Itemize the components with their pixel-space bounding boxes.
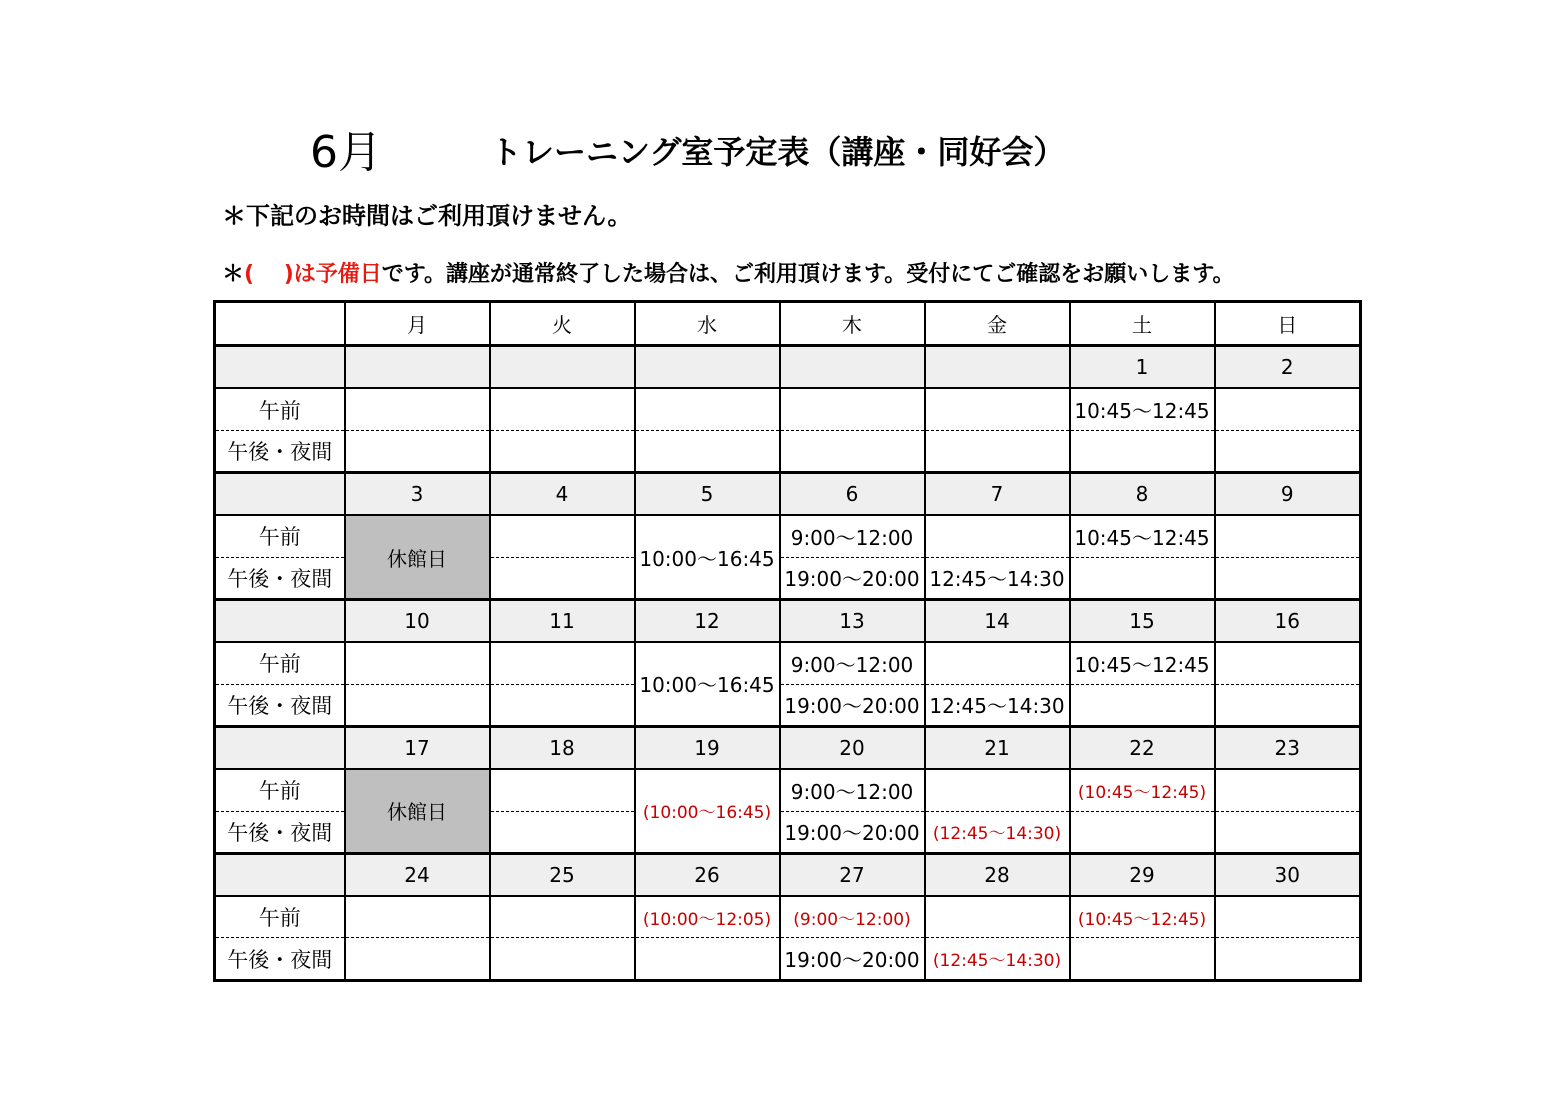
date-cell: 9 <box>1215 473 1361 515</box>
schedule-cell-pm <box>345 684 490 726</box>
schedule-cell-pm <box>1215 430 1361 472</box>
am-row <box>215 388 1361 430</box>
date-row <box>215 473 1361 515</box>
schedule-cell-pm <box>1070 938 1215 981</box>
schedule-cell-pm <box>490 430 635 472</box>
date-row-label <box>215 726 345 768</box>
schedule-cell-am: 10:45～12:45 <box>1070 642 1215 684</box>
pm-label: 午後・夜間 <box>215 684 345 726</box>
schedule-cell-pm <box>1215 938 1361 981</box>
date-cell: 17 <box>345 726 490 768</box>
weekday-header: 水 <box>635 302 780 346</box>
pm-row <box>215 430 1361 472</box>
page-title: トレーニング室予定表（講座・同好会） <box>490 133 1066 171</box>
date-cell: 11 <box>490 600 635 642</box>
notice-reserve-days <box>222 258 1235 292</box>
schedule-cell-am: (10:00～12:05) <box>635 896 780 938</box>
schedule-cell-pm <box>1070 430 1215 472</box>
date-cell: 1 <box>1070 346 1215 388</box>
am-row <box>215 515 1361 557</box>
schedule-cell-am <box>925 769 1070 811</box>
date-row <box>215 726 1361 768</box>
date-cell: 24 <box>345 853 490 895</box>
weekday-header-row <box>215 302 1361 346</box>
schedule-cell-am: 9:00～12:00 <box>780 515 925 557</box>
date-cell <box>780 346 925 388</box>
date-cell: 14 <box>925 600 1070 642</box>
schedule-cell-pm: 12:45～14:30 <box>925 684 1070 726</box>
am-label: 午前 <box>215 642 345 684</box>
schedule-cell-am <box>345 642 490 684</box>
schedule-cell-pm <box>780 430 925 472</box>
schedule-cell-am: (9:00～12:00) <box>780 896 925 938</box>
schedule-cell-pm: 19:00～20:00 <box>780 684 925 726</box>
date-cell: 12 <box>635 600 780 642</box>
pm-row <box>215 938 1361 981</box>
date-cell: 18 <box>490 726 635 768</box>
date-cell: 21 <box>925 726 1070 768</box>
pm-label: 午後・夜間 <box>215 938 345 981</box>
am-label: 午前 <box>215 388 345 430</box>
date-cell: 5 <box>635 473 780 515</box>
date-cell: 27 <box>780 853 925 895</box>
pm-label: 午後・夜間 <box>215 811 345 853</box>
schedule-cell-pm <box>1070 811 1215 853</box>
notice-unavailable: ＊下記のお時間はご利用頂けません。 <box>222 202 632 230</box>
date-cell: 13 <box>780 600 925 642</box>
schedule-cell-pm <box>1215 684 1361 726</box>
schedule-cell-am <box>1215 388 1361 430</box>
schedule-cell-am: 10:45～12:45 <box>1070 515 1215 557</box>
schedule-cell-am <box>490 769 635 811</box>
weekday-header: 月 <box>345 302 490 346</box>
date-cell: 3 <box>345 473 490 515</box>
schedule-cell-pm <box>490 684 635 726</box>
schedule-cell-pm <box>1215 811 1361 853</box>
schedule-cell-am <box>635 388 780 430</box>
reserve-day-marker: ( )は予備日 <box>244 262 382 287</box>
date-cell: 10 <box>345 600 490 642</box>
closed-day-cell: 休館日 <box>345 515 490 600</box>
notice-prefix: ＊ <box>222 262 245 287</box>
date-cell <box>925 346 1070 388</box>
date-row-label <box>215 600 345 642</box>
schedule-cell-pm: 12:45～14:30 <box>925 557 1070 599</box>
am-row <box>215 642 1361 684</box>
schedule-cell-pm <box>345 430 490 472</box>
schedule-cell-pm <box>345 938 490 981</box>
date-cell: 23 <box>1215 726 1361 768</box>
schedule-cell-am <box>1215 769 1361 811</box>
date-row-label <box>215 473 345 515</box>
schedule-cell-am: 9:00～12:00 <box>780 769 925 811</box>
am-label: 午前 <box>215 896 345 938</box>
weekday-header: 日 <box>1215 302 1361 346</box>
date-cell: 2 <box>1215 346 1361 388</box>
schedule-cell-pm: (12:45～14:30) <box>925 938 1070 981</box>
schedule-cell-pm <box>1070 684 1215 726</box>
date-cell: 28 <box>925 853 1070 895</box>
schedule-cell-am <box>925 896 1070 938</box>
date-cell <box>490 346 635 388</box>
date-cell: 19 <box>635 726 780 768</box>
date-row <box>215 600 1361 642</box>
am-label: 午前 <box>215 515 345 557</box>
schedule-cell-am <box>925 642 1070 684</box>
schedule-table <box>213 300 1362 982</box>
am-row <box>215 896 1361 938</box>
schedule-cell-am <box>490 515 635 557</box>
notice-text: です。講座が通常終了した場合は、ご利用頂けます。受付にてご確認をお願いします。 <box>381 262 1235 287</box>
date-cell: 4 <box>490 473 635 515</box>
schedule-cell-am <box>490 642 635 684</box>
date-row-label <box>215 853 345 895</box>
weekday-header: 金 <box>925 302 1070 346</box>
schedule-cell-pm <box>635 938 780 981</box>
date-row-label <box>215 346 345 388</box>
header-corner <box>215 302 345 346</box>
schedule-cell-am <box>490 896 635 938</box>
schedule-cell-am <box>925 515 1070 557</box>
schedule-cell-am <box>925 388 1070 430</box>
schedule-cell-am: 9:00～12:00 <box>780 642 925 684</box>
schedule-cell-pm <box>1070 557 1215 599</box>
schedule-cell-pm <box>490 938 635 981</box>
pm-label: 午後・夜間 <box>215 430 345 472</box>
date-cell: 15 <box>1070 600 1215 642</box>
date-cell <box>635 346 780 388</box>
schedule-cell-pm <box>635 430 780 472</box>
am-row <box>215 769 1361 811</box>
date-cell: 25 <box>490 853 635 895</box>
am-label: 午前 <box>215 769 345 811</box>
date-cell <box>345 346 490 388</box>
schedule-cell-pm <box>1215 557 1361 599</box>
weekday-header: 木 <box>780 302 925 346</box>
schedule-cell-pm <box>925 430 1070 472</box>
pm-row <box>215 684 1361 726</box>
pm-label: 午後・夜間 <box>215 557 345 599</box>
date-cell: 6 <box>780 473 925 515</box>
schedule-cell-pm: 19:00～20:00 <box>780 557 925 599</box>
date-cell: 16 <box>1215 600 1361 642</box>
date-cell: 30 <box>1215 853 1361 895</box>
schedule-cell-am <box>780 388 925 430</box>
schedule-cell-span: 10:00～16:45 <box>635 515 780 600</box>
month-heading: 6月 <box>310 127 382 178</box>
schedule-cell-am <box>1215 515 1361 557</box>
schedule-cell-am <box>345 388 490 430</box>
schedule-cell-pm: (12:45～14:30) <box>925 811 1070 853</box>
date-cell: 7 <box>925 473 1070 515</box>
date-row <box>215 346 1361 388</box>
schedule-cell-am: 10:45～12:45 <box>1070 388 1215 430</box>
date-cell: 8 <box>1070 473 1215 515</box>
closed-day-cell: 休館日 <box>345 769 490 854</box>
weekday-header: 火 <box>490 302 635 346</box>
schedule-cell-am: (10:45～12:45) <box>1070 769 1215 811</box>
schedule-cell-pm <box>490 811 635 853</box>
date-cell: 29 <box>1070 853 1215 895</box>
date-cell: 26 <box>635 853 780 895</box>
schedule-cell-am <box>490 388 635 430</box>
schedule-cell-pm: 19:00～20:00 <box>780 938 925 981</box>
date-cell: 20 <box>780 726 925 768</box>
schedule-cell-span: 10:00～16:45 <box>635 642 780 727</box>
schedule-cell-am <box>1215 896 1361 938</box>
date-cell: 22 <box>1070 726 1215 768</box>
schedule-cell-am <box>1215 642 1361 684</box>
date-row <box>215 853 1361 895</box>
schedule-cell-am: (10:45～12:45) <box>1070 896 1215 938</box>
weekday-header: 土 <box>1070 302 1215 346</box>
schedule-cell-pm: 19:00～20:00 <box>780 811 925 853</box>
schedule-cell-am <box>345 896 490 938</box>
schedule-cell-span: (10:00～16:45) <box>635 769 780 854</box>
schedule-cell-pm <box>490 557 635 599</box>
